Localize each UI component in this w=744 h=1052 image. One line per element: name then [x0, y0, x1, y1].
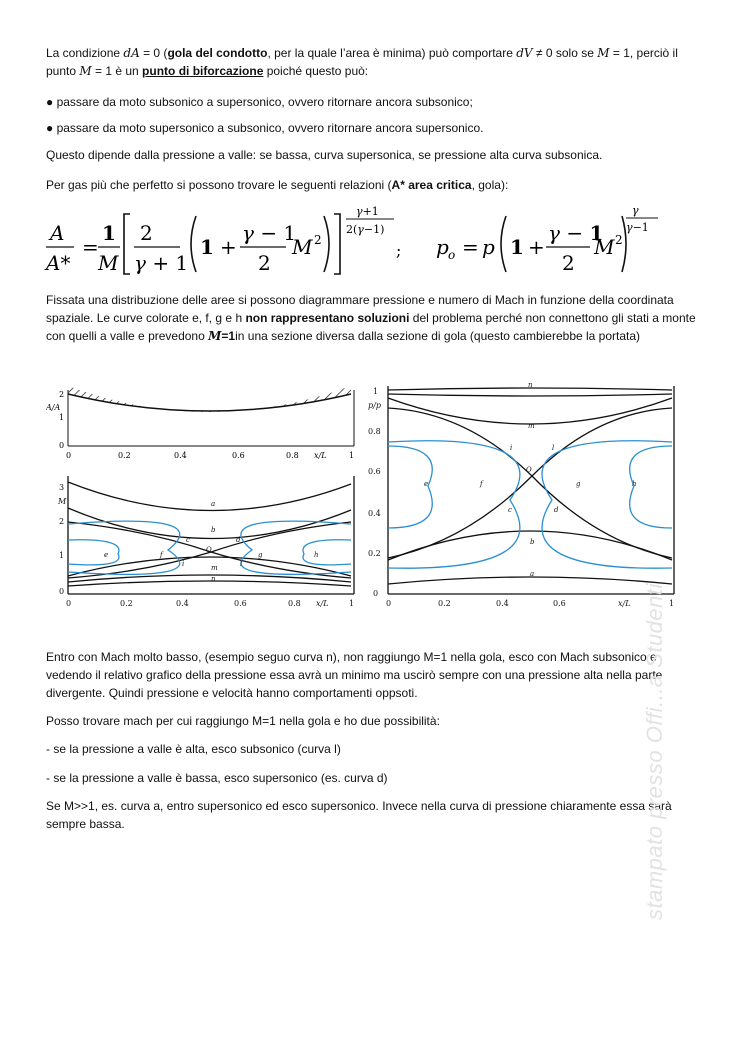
mach-label-l: l — [240, 560, 243, 568]
pressure-label-b: b — [530, 538, 535, 546]
svg-text:1: 1 — [510, 235, 524, 259]
area-plot — [46, 386, 354, 460]
svg-text:2: 2 — [140, 221, 153, 245]
svg-text:γ − 1: γ − 1 — [242, 221, 297, 245]
mach-label-d: d — [236, 536, 241, 544]
pressure-ylabel: p/p — [368, 401, 381, 410]
pressure-label-c: c — [508, 506, 512, 514]
svg-text:M: M — [98, 251, 119, 275]
mach-label-c: c — [186, 536, 190, 544]
svg-text:γ−1: γ−1 — [626, 221, 649, 234]
svg-text:γ: γ — [632, 204, 639, 217]
svg-text:A: A — [50, 221, 65, 245]
mach-xtick-04: 0.4 — [176, 599, 189, 608]
svg-text:;: ; — [396, 241, 402, 260]
pressure-xtick-06: 0.6 — [553, 599, 566, 608]
case-low-pressure: - se la pressione a valle è bassa, esco supersonico (es. curva d) — [46, 771, 388, 785]
critical-area-equation — [40, 200, 630, 280]
svg-text:2: 2 — [615, 233, 623, 247]
svg-text:2(γ−1): 2(γ−1) — [346, 223, 385, 236]
pressure-ytick-02: 0.2 — [368, 549, 381, 558]
mach-xtick-06: 0.6 — [234, 599, 247, 608]
pressure-label-a: a — [530, 570, 535, 578]
pressure-label-g: g — [576, 480, 581, 488]
pressure-label-h: h — [632, 480, 637, 488]
area-ytick-2: 2 — [59, 390, 65, 399]
mach-ytick-3: 3 — [59, 483, 65, 492]
area-xtick-1: 1 — [349, 451, 355, 460]
pressure-xtick-04: 0.4 — [496, 599, 509, 608]
pressure-label-d: d — [554, 506, 559, 514]
mach-ytick-0: 0 — [59, 587, 65, 596]
nozzle-figure — [46, 372, 680, 610]
pressure-label-f: f — [480, 480, 483, 488]
mach-plot — [57, 476, 354, 608]
pressure-label-n: n — [528, 381, 533, 389]
watermark: stampato presso Offi...a Studenti — [642, 583, 667, 920]
area-xtick-08: 0.8 — [286, 451, 299, 460]
svg-text:+: + — [220, 235, 237, 259]
pressure-ytick-04: 0.4 — [368, 509, 381, 518]
svg-text:M: M — [292, 235, 313, 259]
svg-text:=: = — [82, 235, 99, 259]
bullet-subsonic: ● passare da moto subsonico a supersonico, ovvero ritornare ancora subsonico; — [46, 95, 473, 109]
mach-label-f: f — [160, 551, 163, 559]
area-xtick-0: 0 — [66, 451, 72, 460]
pressure-ytick-1: 1 — [373, 387, 379, 396]
mach-label-h: h — [314, 551, 319, 559]
area-ytick-0: 0 — [59, 441, 65, 450]
case-high-pressure: - se la pressione a valle è alta, esco subsonico (curva l) — [46, 742, 341, 756]
pressure-plot — [368, 381, 674, 608]
mach-label-b: b — [211, 526, 216, 534]
pressure-label-m: m — [528, 422, 535, 430]
pressure-xtick-1: 1 — [669, 599, 675, 608]
svg-text:o: o — [448, 248, 456, 262]
supersonic-paragraph: Se M>>1, es. curva a, entro supersonico ed esco supersonico. Invece nella curva di pressione chiaramente essa sarà sempre bassa. — [46, 799, 672, 831]
svg-text:2: 2 — [258, 251, 271, 275]
pressure-xlabel: x/L — [618, 599, 631, 608]
area-xtick-06: 0.6 — [232, 451, 245, 460]
mach-label-O: O — [206, 546, 212, 554]
area-xlabel: x/L — [314, 451, 327, 460]
svg-text:p: p — [436, 235, 449, 259]
mach-xtick-02: 0.2 — [120, 599, 133, 608]
mach-xtick-0: 0 — [66, 599, 72, 608]
pressure-label-l: l — [552, 444, 555, 452]
relations-paragraph: Per gas più che perfetto si possono trovare le seguenti relazioni (A* area critica, gola): — [46, 178, 509, 192]
throat-paragraph: Posso trovare mach per cui raggiungo M=1 nella gola e ho due possibilità: — [46, 714, 440, 728]
pressure-label-e: e — [424, 480, 429, 488]
svg-text:γ − 1: γ − 1 — [548, 221, 604, 245]
svg-text:2: 2 — [314, 233, 322, 247]
area-ylabel: A/A — [46, 403, 61, 412]
intro-paragraph: La condizione dA = 0 (gola del condotto, per la quale l’area è minima) può comportare dV ≠ 0 solo se M = 1, perciò il punto M = 1 è un punto di biforcazione poiché questo può: — [46, 46, 678, 78]
areas-paragraph: Fissata una distribuzione delle aree si possono diagrammare pressione e numero di Mach in funzione della coordinata spaziale. Le curve colorate e, f, g e h non rappresentano soluzioni del problema perché non connettono gli stati a monte con quelli a valle e prevedono M=1in una sezione diversa dalla sezione di gola (questo cambierebbe la portata) — [46, 293, 696, 343]
pressure-label-O: O — [526, 466, 532, 474]
bullet-supersonic: ● passare da moto supersonico a subsonico, ovvero ritornare ancora supersonico. — [46, 121, 484, 135]
svg-text:+: + — [528, 235, 545, 259]
mach-ytick-1: 1 — [59, 551, 65, 560]
mach-ytick-2: 2 — [59, 517, 65, 526]
area-xtick-02: 0.2 — [118, 451, 131, 460]
svg-text:2: 2 — [562, 251, 575, 275]
mach-xtick-1: 1 — [349, 599, 355, 608]
pressure-ytick-06: 0.6 — [368, 467, 381, 476]
pressure-xtick-02: 0.2 — [438, 599, 451, 608]
area-ytick-1: 1 — [59, 413, 65, 422]
mach-label-i: i — [182, 560, 185, 568]
pressure-xtick-0: 0 — [386, 599, 392, 608]
svg-text:M: M — [594, 235, 615, 259]
mach-label-m: m — [211, 564, 218, 572]
exponent-gamma — [624, 200, 664, 240]
svg-text:γ+1: γ+1 — [356, 205, 379, 218]
svg-text:p: p — [482, 235, 495, 259]
svg-text:A*: A* — [46, 251, 71, 275]
svg-text:γ + 1: γ + 1 — [134, 251, 189, 275]
mach-xlabel: x/L — [316, 599, 329, 608]
mach-ylabel: M — [58, 497, 67, 506]
mach-label-g: g — [258, 551, 263, 559]
pressure-paragraph: Questo dipende dalla pressione a valle: se bassa, curva supersonica, se pressione alta curva subsonica. — [46, 148, 603, 162]
svg-text:1: 1 — [102, 221, 116, 245]
pressure-ytick-08: 0.8 — [368, 427, 381, 436]
pressure-label-i: i — [510, 444, 513, 452]
mach-label-e: e — [104, 551, 109, 559]
svg-text:=: = — [462, 235, 479, 259]
svg-text:1: 1 — [200, 235, 214, 259]
area-xtick-04: 0.4 — [174, 451, 187, 460]
mach-label-n: n — [211, 575, 216, 583]
mach-low-paragraph: Entro con Mach molto basso, (esempio seguo curva n), non raggiungo M=1 nella gola, esco con Mach subsonico e vedendo il relativo grafico della pressione essa avrà un minimo ma uscirò sempre con una pressione alta nella parte divergente. Quindi pressione e velocità hanno comportamenti oppsoti. — [46, 650, 663, 700]
pressure-ytick-0: 0 — [373, 589, 379, 598]
mach-xtick-08: 0.8 — [288, 599, 301, 608]
mach-label-a: a — [211, 500, 216, 508]
